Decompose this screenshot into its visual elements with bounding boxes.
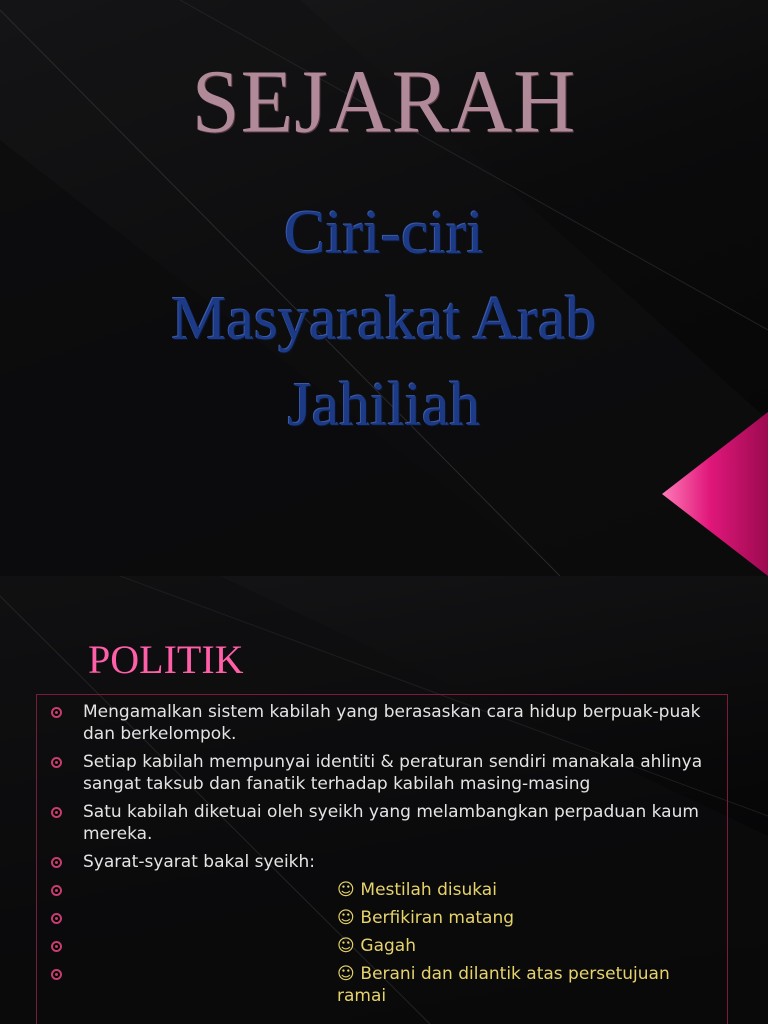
bullet-icon: [51, 757, 62, 768]
smiley-icon: ☺: [337, 936, 355, 956]
subtitle-line: Masyarakat Arab: [171, 285, 597, 353]
content-slide: [0, 576, 768, 1024]
sub-list-item: [51, 935, 717, 957]
sub-list-item-text: Berani dan dilantik atas persetujuan ramai: [337, 964, 670, 1006]
list-item-text: Setiap kabilah mempunyai identiti & peraturan sendiri manakala ahlinya sangat taksub dan fanatik terhadap kabilah masing-masing: [83, 752, 703, 794]
bullet-icon: [51, 857, 62, 868]
slide-subtitle: [0, 190, 768, 448]
subtitle-line: Ciri-ciri: [284, 199, 484, 267]
list-item: [51, 701, 717, 745]
bullet-icon: [51, 913, 62, 924]
content-box: [36, 694, 728, 1024]
list-item: [51, 851, 717, 873]
sub-list-item-text: Mestilah disukai: [360, 880, 497, 900]
bullet-list: [51, 701, 717, 1013]
list-item: [51, 801, 717, 845]
list-item-text: Mengamalkan sistem kabilah yang berasaskan cara hidup berpuak-puak dan berkelompok.: [83, 702, 701, 744]
bullet-icon: [51, 941, 62, 952]
list-item-text: Syarat-syarat bakal syeikh:: [83, 852, 316, 872]
bullet-icon: [51, 885, 62, 896]
subtitle-line: Jahiliah: [287, 371, 481, 439]
list-item-text: Satu kabilah diketuai oleh syeikh yang melambangkan perpaduan kaum mereka.: [83, 802, 699, 844]
sub-list-item: [51, 907, 717, 929]
smiley-icon: ☺: [337, 880, 355, 900]
bullet-icon: [51, 707, 62, 718]
smiley-icon: ☺: [337, 964, 355, 984]
sub-list-item: [51, 879, 717, 901]
list-item: [51, 751, 717, 795]
section-heading: POLITIK: [88, 637, 244, 682]
smiley-icon: ☺: [337, 908, 355, 928]
slide-title: SEJARAH: [191, 50, 577, 152]
sub-list-item-text: Gagah: [360, 936, 416, 956]
sub-list-item: [51, 963, 717, 1007]
sub-list-item-text: Berfikiran matang: [360, 908, 515, 928]
bullet-icon: [51, 807, 62, 818]
bullet-icon: [51, 969, 62, 980]
